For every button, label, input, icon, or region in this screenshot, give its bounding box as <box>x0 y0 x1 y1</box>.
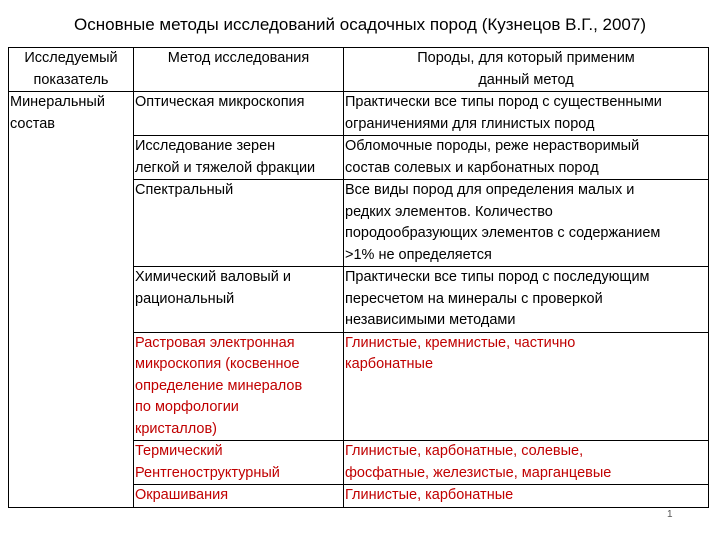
rocks-line: Обломочные породы, реже нерастворимый <box>345 138 640 154</box>
indicator-line: состав <box>10 115 55 132</box>
method-line: определение минералов <box>135 377 303 394</box>
rocks-cell <box>344 136 709 180</box>
rocks-line: ограничениями для глинистых пород <box>345 115 595 132</box>
method-line: кристаллов) <box>135 420 217 437</box>
method-line: Окрашивания <box>135 487 229 503</box>
method-cell <box>134 485 344 508</box>
method-line: Термический <box>135 443 223 459</box>
method-cell <box>134 441 344 485</box>
rocks-cell <box>344 332 709 441</box>
page-title: Основные методы исследований осадочных пород (Кузнецов В.Г., 2007) <box>74 15 646 34</box>
rocks-line: Глинистые, кремнистые, частично <box>345 334 576 351</box>
rocks-line: независимыми методами <box>345 312 516 328</box>
header-row <box>9 48 709 92</box>
rocks-line: редких элементов. Количество <box>345 203 553 220</box>
method-cell <box>134 92 344 136</box>
method-line: по морфологии <box>135 399 239 415</box>
header-rocks <box>344 48 709 92</box>
header-rocks-line: данный метод <box>478 71 574 88</box>
method-line: микроскопия (косвенное <box>135 356 300 372</box>
rocks-line: пересчетом на минералы с проверкой <box>345 290 603 307</box>
indicator-line: Минеральный <box>10 94 105 110</box>
header-rocks-line: Породы, для который применим <box>417 50 635 66</box>
header-method-line: Метод исследования <box>167 50 310 66</box>
method-cell <box>134 332 344 441</box>
rocks-cell <box>344 267 709 333</box>
rocks-line: Все виды пород для определения малых и <box>345 182 635 198</box>
header-method <box>134 48 344 92</box>
method-cell <box>134 136 344 180</box>
rocks-line: Глинистые, карбонатные, солевые, <box>345 443 584 459</box>
rocks-line: состав солевых и карбонатных пород <box>345 159 599 176</box>
rocks-cell <box>344 180 709 267</box>
method-line: Спектральный <box>135 182 234 198</box>
method-line: легкой и тяжелой фракции <box>135 159 316 176</box>
indicator-cell <box>9 92 134 508</box>
rocks-line: Практически все типы пород с существенными <box>345 94 662 110</box>
page-number: 1 <box>667 509 673 520</box>
rocks-line: карбонатные <box>345 356 434 372</box>
rocks-line: фосфатные, железистые, марганцевые <box>345 464 612 481</box>
method-line: Исследование зерен <box>135 138 276 154</box>
method-line: Растровая электронная <box>135 334 295 351</box>
table-row <box>9 92 709 136</box>
rocks-line: Практически все типы пород с последующим <box>345 269 650 285</box>
rocks-line: породообразующих элементов с содержанием <box>345 225 661 241</box>
method-line: Оптическая микроскопия <box>135 94 305 110</box>
method-line: рациональный <box>135 290 235 307</box>
rocks-cell <box>344 441 709 485</box>
rocks-line: >1% не определяется <box>345 246 492 263</box>
method-line: Рентгеноструктурный <box>135 464 280 481</box>
header-indicator <box>9 48 134 92</box>
methods-table <box>8 47 709 508</box>
method-cell <box>134 267 344 333</box>
rocks-cell <box>344 92 709 136</box>
rocks-line: Глинистые, карбонатные <box>345 487 514 503</box>
method-cell <box>134 180 344 267</box>
rocks-cell <box>344 485 709 508</box>
method-line: Химический валовый и <box>135 269 291 285</box>
header-indicator-line: показатель <box>33 71 109 88</box>
header-indicator-line: Исследуемый <box>24 50 118 66</box>
